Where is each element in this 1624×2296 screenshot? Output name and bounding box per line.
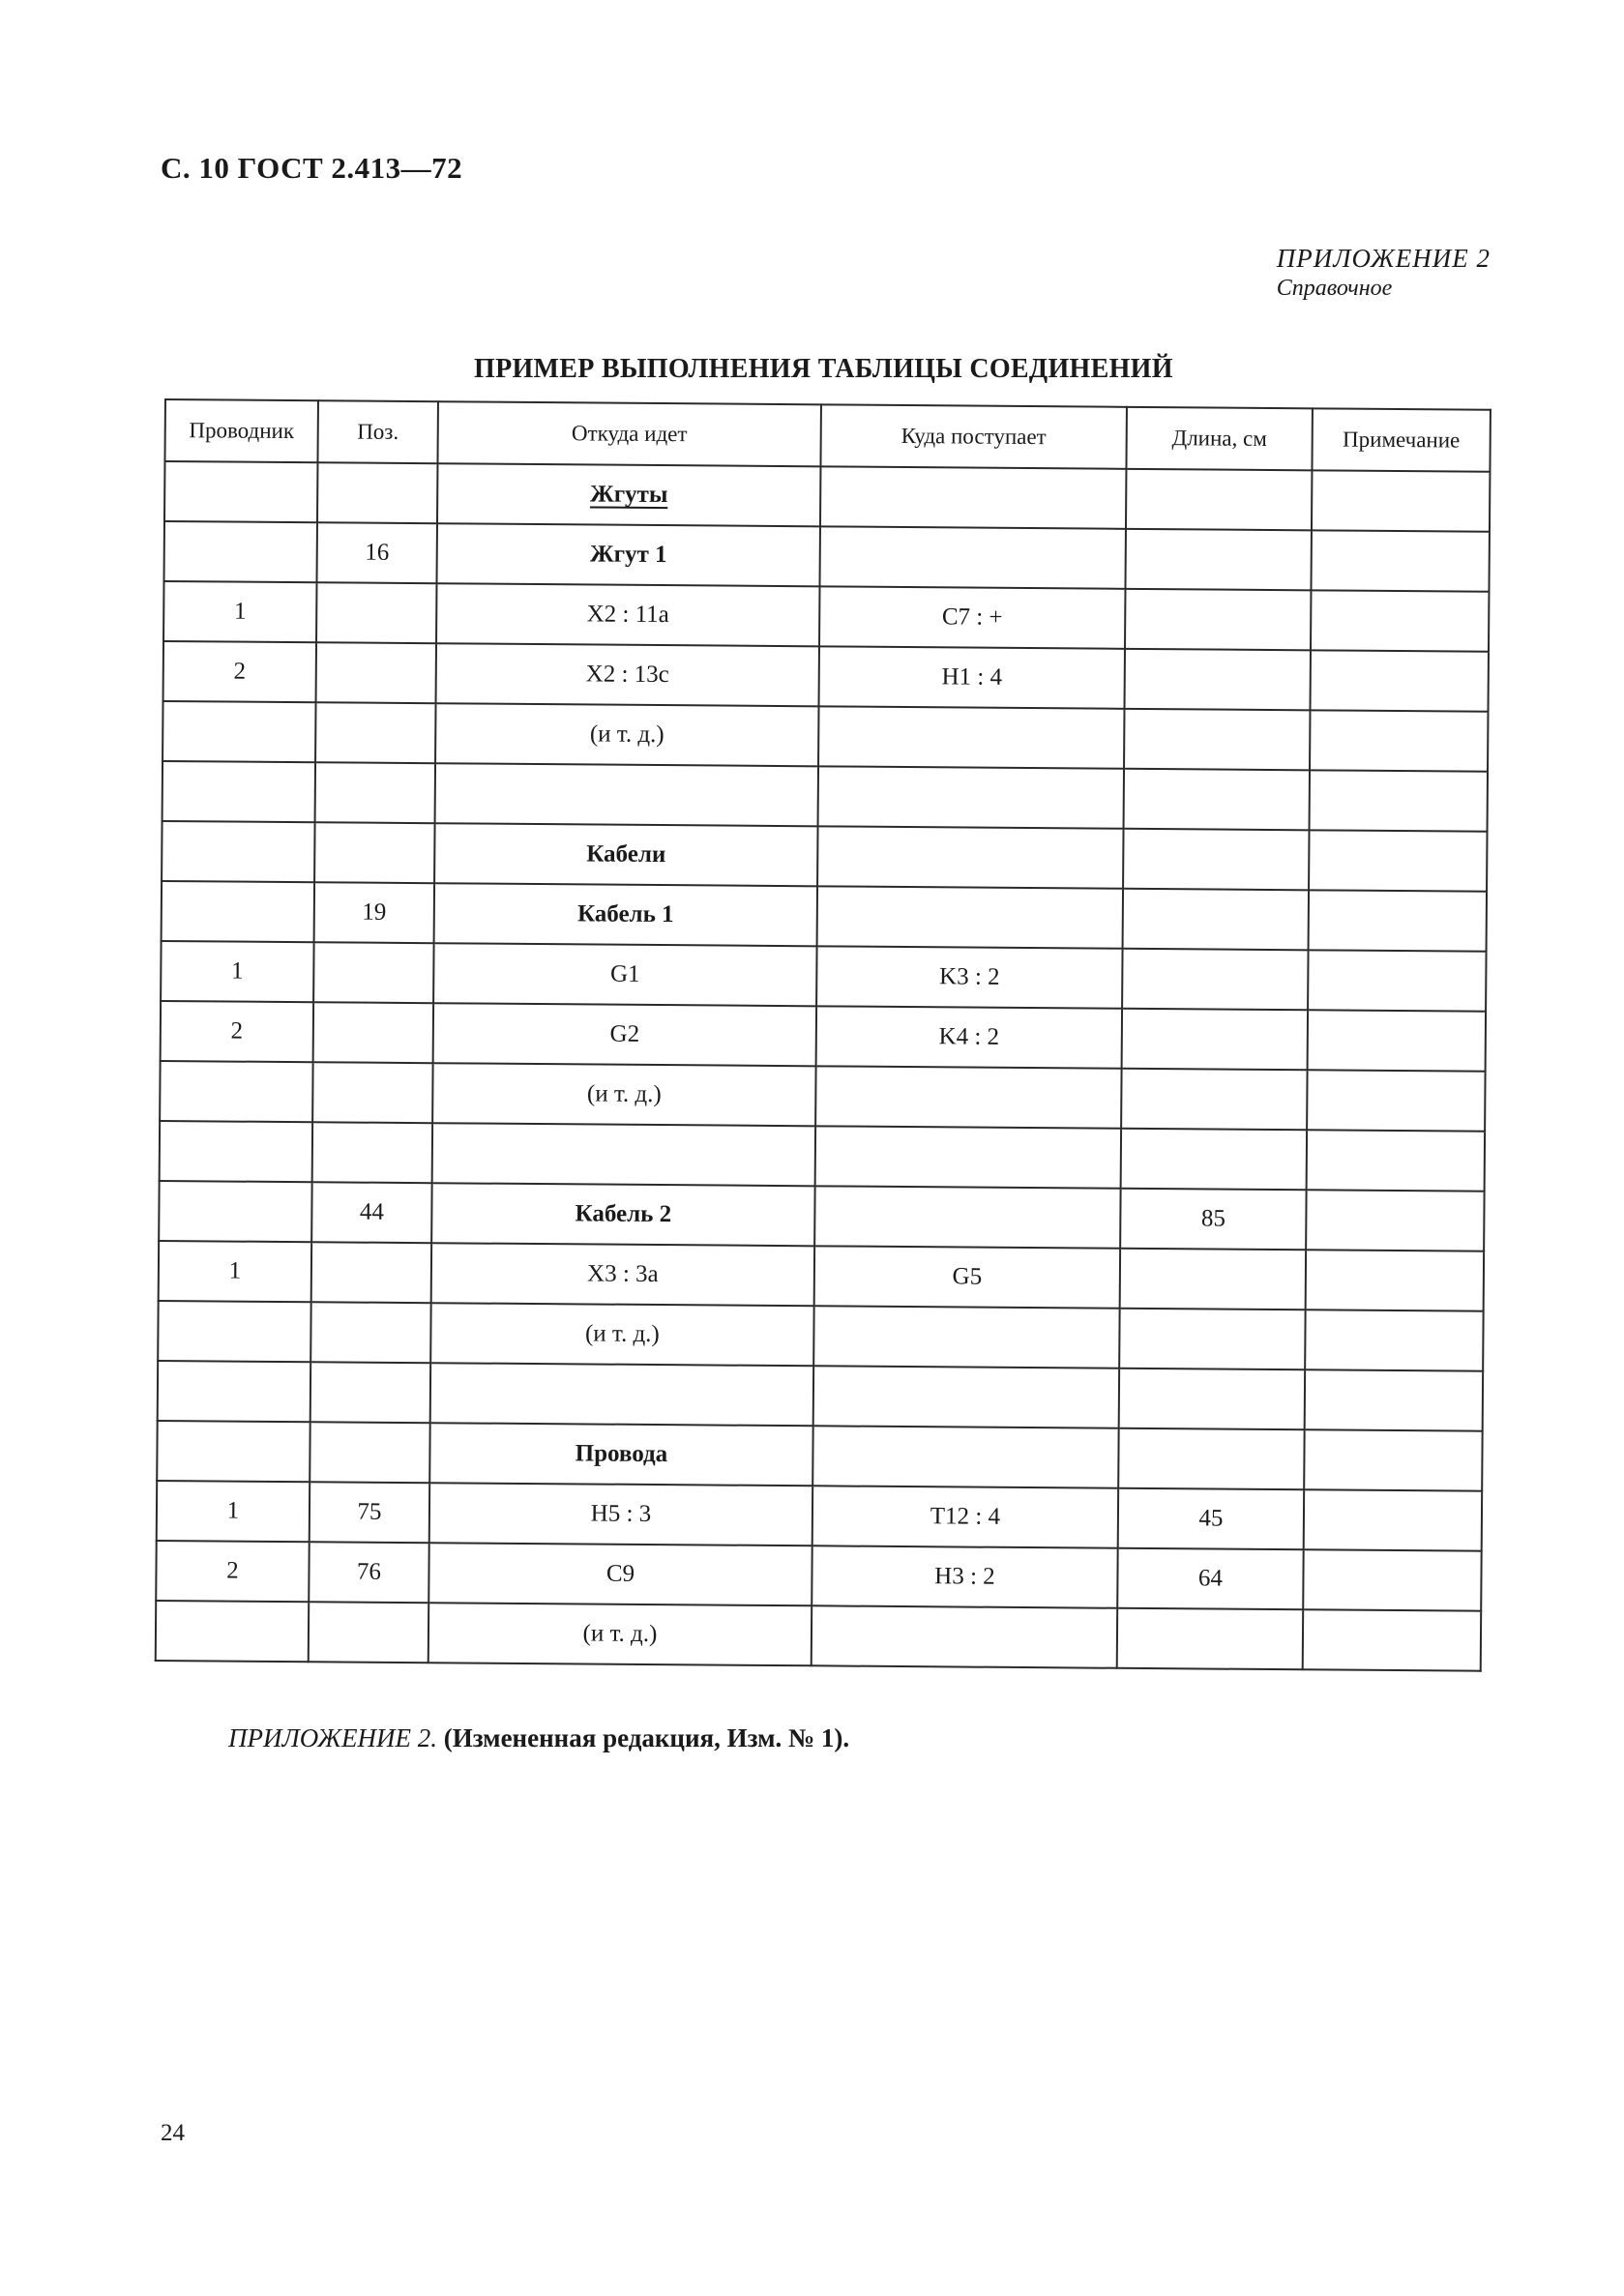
- cell-from: X2 : 13c: [436, 643, 819, 706]
- table-row: [158, 1361, 1483, 1431]
- cell-position: [316, 642, 436, 703]
- cell-from: G1: [433, 943, 816, 1006]
- cell-from: X2 : 11a: [436, 583, 819, 646]
- table-row: [156, 1601, 1481, 1671]
- appendix-kind: Справочное: [1276, 276, 1393, 301]
- cell-note: [1311, 590, 1489, 651]
- cell-note: [1306, 1190, 1484, 1251]
- cell-conductor: [162, 701, 315, 762]
- cell-from-group-title: [437, 463, 820, 526]
- cell-conductor: [156, 1601, 309, 1662]
- cell-note: [1310, 770, 1488, 831]
- cell-to: T12 : 4: [812, 1486, 1118, 1547]
- cell-conductor: [164, 521, 317, 582]
- cell-conductor: [157, 1421, 310, 1482]
- cell-to: [812, 1426, 1118, 1487]
- cell-length: [1117, 1608, 1303, 1670]
- table-row: [162, 881, 1487, 952]
- cell-from: X3 : 3a: [431, 1243, 814, 1306]
- cell-to: [820, 466, 1126, 528]
- cell-length: 64: [1117, 1548, 1303, 1610]
- cell-length: [1121, 1069, 1307, 1131]
- cell-from: G2: [433, 1003, 816, 1066]
- cell-conductor: 1: [161, 941, 313, 1002]
- cell-note: [1303, 1549, 1481, 1610]
- cell-note: [1305, 1369, 1483, 1430]
- cell-from-group-title: Кабель 2: [431, 1183, 814, 1246]
- table-row: [160, 1061, 1485, 1132]
- table-header-row: [164, 399, 1490, 472]
- appendix-title: ПРИЛОЖЕНИЕ 2: [1276, 244, 1491, 273]
- cell-position: [310, 1302, 430, 1363]
- cell-conductor: [162, 761, 315, 822]
- cell-note: [1305, 1310, 1483, 1370]
- table-row: [164, 461, 1490, 532]
- cell-position: [315, 762, 435, 823]
- cell-length: [1123, 889, 1309, 951]
- cell-from: C9: [428, 1543, 812, 1605]
- cell-from: (и т. д.): [428, 1603, 812, 1665]
- cell-to: [817, 886, 1123, 948]
- table-row: [162, 701, 1488, 772]
- cell-from-group-title: Жгут 1: [437, 523, 820, 586]
- footnote-label: ПРИЛОЖЕНИЕ 2.: [228, 1723, 437, 1752]
- table-row: [157, 1421, 1482, 1491]
- cell-position: [312, 1122, 432, 1183]
- cell-length: [1125, 589, 1311, 651]
- cell-length: [1122, 949, 1308, 1011]
- cell-length: 85: [1120, 1189, 1306, 1251]
- group-title-harnesses: Жгуты: [589, 481, 668, 509]
- cell-to: [814, 1186, 1120, 1248]
- cell-conductor: [160, 1121, 312, 1182]
- cell-from: [432, 1123, 815, 1186]
- cell-conductor: [159, 1181, 311, 1242]
- cell-length: [1124, 769, 1310, 831]
- cell-note: [1306, 1250, 1484, 1310]
- cell-conductor: [164, 461, 317, 522]
- table-row: [159, 1241, 1484, 1311]
- cell-length: [1124, 709, 1310, 771]
- cell-from-group-title: Провода: [429, 1423, 812, 1486]
- cell-position: 75: [310, 1482, 429, 1543]
- cell-to: H3 : 2: [812, 1545, 1117, 1607]
- cell-to: [813, 1366, 1119, 1428]
- header-conductor: Проводник: [164, 399, 317, 462]
- cell-to: H1 : 4: [819, 646, 1125, 708]
- cell-note: [1307, 1130, 1485, 1191]
- cell-note: [1311, 650, 1489, 711]
- cell-position: 16: [317, 522, 437, 583]
- cell-position: [310, 1422, 429, 1483]
- cell-from: [435, 763, 818, 826]
- cell-length: [1122, 1009, 1308, 1071]
- cell-to: K3 : 2: [816, 946, 1122, 1008]
- cell-position: [312, 1062, 432, 1123]
- connections-table: [155, 398, 1491, 1672]
- cell-from: H5 : 3: [429, 1483, 812, 1545]
- table-row: [163, 641, 1489, 712]
- table-row: [157, 1481, 1482, 1551]
- cell-note: [1308, 950, 1486, 1011]
- cell-note: [1309, 830, 1487, 891]
- header-length: Длина, см: [1126, 407, 1312, 471]
- cell-to: [812, 1605, 1117, 1667]
- cell-to: [813, 1306, 1119, 1368]
- cell-to: [818, 706, 1124, 768]
- cell-to: C7 : +: [819, 586, 1125, 648]
- table-row: [160, 1121, 1485, 1192]
- table-row: [159, 1181, 1484, 1251]
- cell-position: [313, 942, 433, 1003]
- cell-position: [311, 1242, 431, 1303]
- cell-conductor: [160, 1061, 312, 1122]
- table-row: [161, 941, 1486, 1012]
- header-to: Куда поступает: [820, 404, 1126, 468]
- cell-note: [1304, 1429, 1482, 1490]
- cell-note: [1311, 530, 1489, 591]
- cell-position: 19: [314, 882, 434, 943]
- cell-from: (и т. д.): [432, 1063, 815, 1126]
- cell-conductor: [162, 881, 314, 942]
- page-number: 24: [161, 2120, 185, 2146]
- cell-length: [1118, 1428, 1304, 1490]
- cell-to: [819, 526, 1125, 588]
- table-row: [162, 821, 1487, 892]
- cell-conductor: 2: [163, 641, 316, 702]
- footnote-text: (Измененная редакция, Изм. № 1).: [443, 1723, 850, 1752]
- cell-conductor: 2: [161, 1001, 313, 1062]
- cell-length: [1125, 529, 1311, 591]
- cell-from-group-title: Кабели: [434, 823, 817, 886]
- cell-position: [317, 462, 437, 523]
- cell-note: [1304, 1489, 1482, 1550]
- cell-to: K4 : 2: [816, 1006, 1122, 1068]
- cell-to: [817, 826, 1123, 888]
- table-row: [164, 521, 1490, 592]
- cell-to: [815, 1126, 1121, 1188]
- cell-position: [315, 702, 435, 763]
- cell-conductor: 1: [159, 1241, 311, 1302]
- cell-from: (и т. д.): [430, 1303, 813, 1366]
- cell-conductor: 1: [157, 1481, 310, 1542]
- cell-note: [1308, 1010, 1486, 1071]
- cell-note: [1307, 1070, 1485, 1131]
- table-title: ПРИМЕР ВЫПОЛНЕНИЯ ТАБЛИЦЫ СОЕДИНЕНИЙ: [474, 354, 1173, 384]
- cell-position: [316, 582, 436, 643]
- cell-length: [1119, 1309, 1305, 1370]
- cell-conductor: [162, 821, 314, 882]
- page-header: С. 10 ГОСТ 2.413—72: [161, 151, 463, 185]
- cell-position: 76: [309, 1542, 428, 1603]
- table-row: [156, 1541, 1481, 1611]
- cell-from-group-title: Кабель 1: [434, 883, 817, 946]
- cell-to: G5: [814, 1246, 1120, 1308]
- header-position: Поз.: [317, 400, 437, 463]
- cell-to: [815, 1066, 1121, 1128]
- cell-length: [1119, 1369, 1305, 1430]
- cell-note: [1309, 890, 1487, 951]
- cell-position: [309, 1602, 428, 1663]
- table-row: [158, 1301, 1483, 1371]
- header-note: Примечание: [1312, 408, 1490, 471]
- table-row: [163, 581, 1489, 652]
- cell-conductor: [158, 1301, 310, 1362]
- cell-from: [430, 1363, 813, 1426]
- footnote: [228, 1723, 849, 1753]
- cell-note: [1303, 1609, 1481, 1670]
- cell-length: 45: [1118, 1488, 1304, 1550]
- cell-conductor: 1: [163, 581, 316, 642]
- cell-length: [1120, 1249, 1306, 1310]
- table-row: [162, 761, 1488, 832]
- cell-conductor: 2: [156, 1541, 309, 1602]
- cell-length: [1126, 469, 1312, 531]
- cell-note: [1310, 710, 1488, 771]
- connections-table-wrapper: [155, 398, 1490, 1672]
- cell-length: [1123, 829, 1309, 891]
- cell-length: [1125, 649, 1311, 711]
- cell-conductor: [158, 1361, 310, 1422]
- cell-position: 44: [311, 1182, 431, 1243]
- table-row: [161, 1001, 1486, 1072]
- header-from: Откуда идет: [437, 401, 820, 466]
- cell-length: [1121, 1129, 1307, 1191]
- cell-position: [314, 822, 434, 883]
- cell-position: [313, 1002, 433, 1063]
- cell-position: [310, 1362, 430, 1423]
- cell-note: [1312, 470, 1490, 531]
- cell-from: (и т. д.): [435, 703, 818, 766]
- appendix-block: [1277, 244, 1491, 302]
- cell-to: [818, 766, 1124, 828]
